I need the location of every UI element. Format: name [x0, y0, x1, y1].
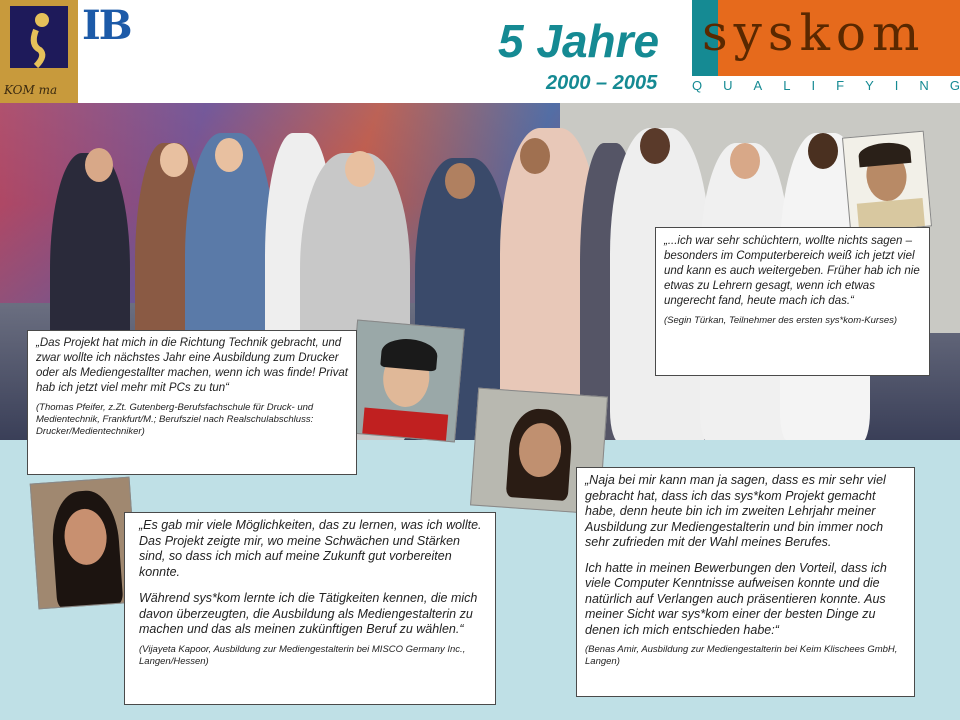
portrait-segin [842, 131, 932, 234]
years-subtitle: 2000 – 2005 [546, 72, 658, 94]
quote-attribution: (Benas Amir, Ausbildung zur Mediengestalterin bei Keim Klischees GmbH, Langen) [585, 644, 898, 667]
syskom-logo [692, 0, 960, 76]
quote-text-2: Ich hatte in meinen Bewerbungen den Vorteil, dass ich viele Computer Kenntnisse aufweisen konnte und die natürlich auf Verlangen auch präsentieren konnte. Aus meiner Sicht war sys*kom einer der besten Dinge zu denen ich mich entschieden habe:“ [585, 560, 887, 637]
qualifying-tagline: Q U A L I F Y I N G [692, 78, 960, 93]
quote-attribution: (Vijayeta Kapoor, Ausbildung zur Mediengestalterin bei MISCO Germany Inc., Langen/Hessen) [139, 643, 466, 667]
quote-vijayeta [124, 512, 496, 705]
quote-segin [655, 227, 930, 376]
portrait-vijayeta [30, 477, 139, 610]
quote-attribution: (Thomas Pfeifer, z.Zt. Gutenberg-Berufsfachschule für Druck- und Medientechnik, Frankfurt/M.; Berufsziel nach Realschulabschluss: Drucker/Medientechniker) [36, 402, 314, 437]
quote-text-2: Während sys*kom lernte ich die Tätigkeiten kennen, die mich davon überzeugten, die Ausbildung als Mediengestalterin zu machen und das als meinen zukünftigen Beruf zu wählen.“ [139, 591, 478, 636]
quote-text: „Es gab mir viele Möglichkeiten, das zu lernen, was ich wollte. Das Projekt zeigte mir, wo meine Schwächen und Stärken sind, so dass ich mich auf meine Zukunft gut vorbereiten konnte. [139, 518, 482, 579]
koma-logo [0, 0, 78, 103]
koma-logo-text: KOM ma [4, 83, 58, 97]
syskom-brand-text: syskom [702, 4, 926, 62]
koma-figure-icon [0, 0, 78, 80]
portrait-thomas [347, 320, 465, 443]
quote-text: „...ich war sehr schüchtern, wollte nichts sagen – besonders im Computerbereich weiß ich jetzt viel und kann es auch weitergeben. Früher hab ich nie etwas zu Lehrern gesagt, wenn ich etwas ungerecht fand, heute mach ich das.“ [664, 235, 920, 307]
quote-benas [576, 467, 915, 697]
page-title: 5 Jahre [498, 15, 660, 67]
quote-text: „Naja bei mir kann man ja sagen, dass es mir sehr viel gebracht hat, dass ich das sys*kom Projekt gemacht habe, denn heute bin ich im zweiten Lehrjahr meiner Ausbildung zur Mediengestalterin und bin immer noch sehr zufrieden mit der Wahl meines Berufes. [585, 473, 886, 549]
quote-text: „Das Projekt hat mich in die Richtung Technik gebracht, und zwar wollte ich nächstes Jahr eine Ausbildung zum Drucker oder als Mediengestallter machen, wenn ich was finde! Privat hab ich jetzt viel mehr mit PCs zu tun“ [36, 337, 348, 394]
ib-logo: IB [82, 2, 131, 49]
quote-thomas [27, 330, 357, 475]
quote-attribution: (Segin Türkan, Teilnehmer des ersten sys*kom-Kurses) [664, 315, 898, 326]
